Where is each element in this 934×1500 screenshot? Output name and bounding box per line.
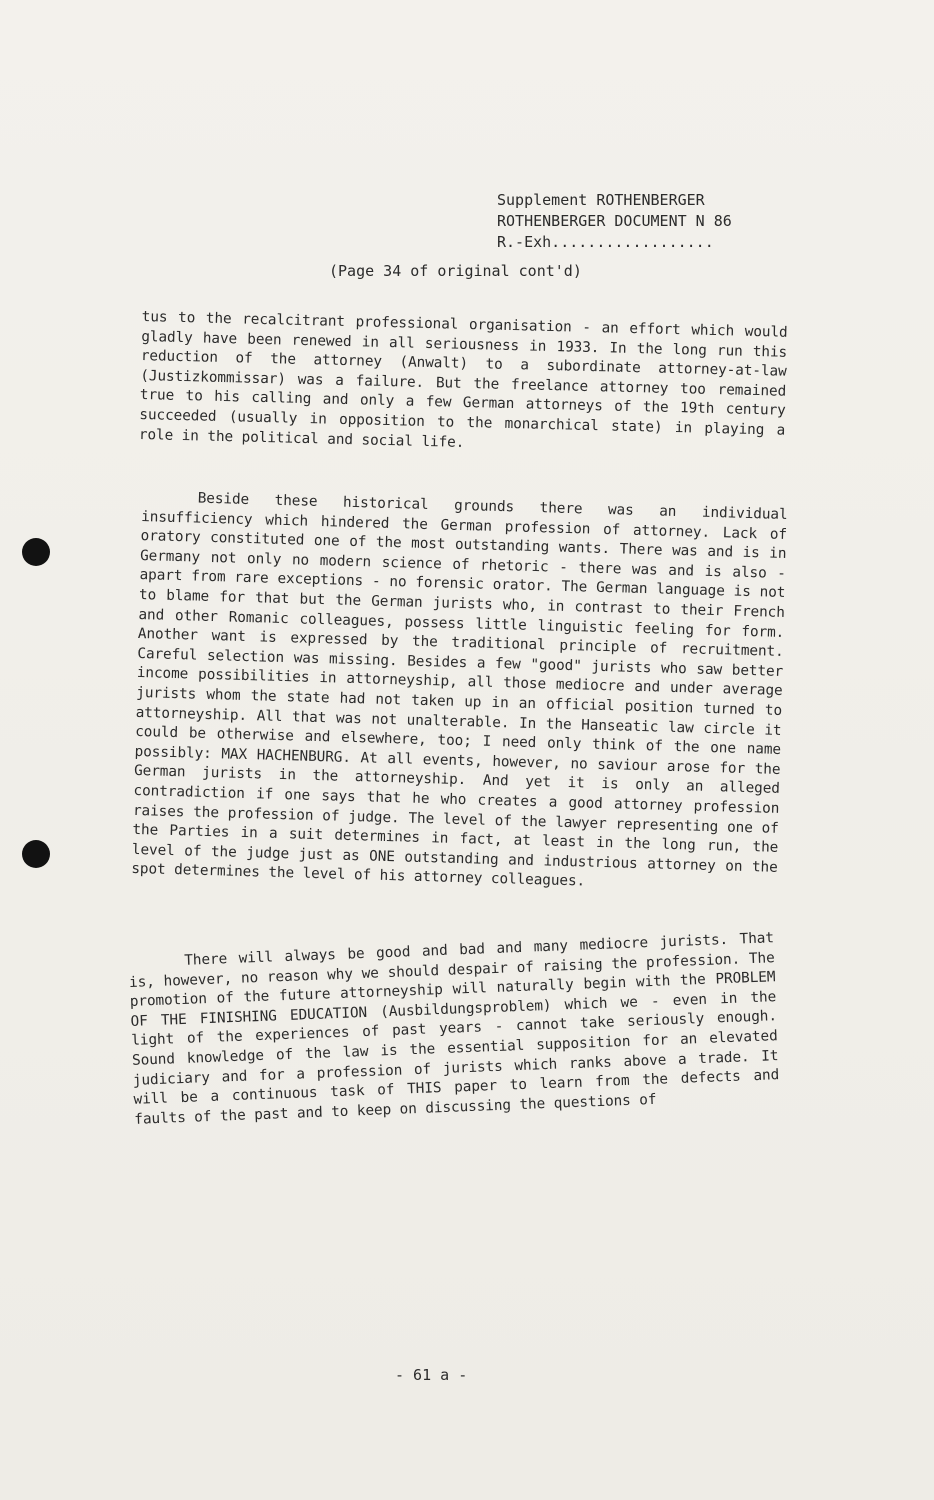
paragraph-2-text: Beside these historical grounds there was an individual insufficiency which hindered the German profession of attorney. Lack of oratory constituted one of the most outstanding wants. There was and is in Germany not only no modern science of rhetoric - there was and is also - apart from rare exceptions - no forensic orator. The German language is not to blame for that but the German jurists who, in contrast to their French and other Romanic colleagues, possess little linguistic feeling for form. Another want is expressed by the traditional principle of recruitment. Careful selection was missing. Besides a few "good" jurists who saw better income possibilities in attorneyship, all those mediocre and under average jurists whom the state had not taken up in an official position turned to attorneyship. All that was not unalterable. In the Hanseatic law circle it could be otherwise and elsewhere, too; I need only think of the one name possibly: MAX HACHENBURG. At all events, however, no saviour arose for the German jurists in the attorneyship. And yet it is only an alleged contradiction if one says that he who creates a good attorney profession raises the profession of judge. The level of the lawyer representing one of the Parties in a suit determines in fact, at least in the long run, the level of the judge just as ONE outstanding and industrious attorney on the spot determines the level of his attorney colleagues. [131, 490, 788, 890]
punch-hole-bottom [22, 840, 50, 868]
header-line-supplement: Supplement ROTHENBERGER [497, 191, 705, 209]
header-line-document-number: ROTHENBERGER DOCUMENT N 86 [497, 212, 732, 230]
original-page-reference: (Page 34 of original cont'd) [329, 262, 582, 280]
paragraph-indent [142, 501, 198, 503]
document-header [497, 190, 732, 253]
header-line-exhibit: R.-Exh.................. [497, 233, 714, 251]
punch-hole-top [22, 538, 50, 566]
paragraph-3 [128, 929, 780, 1130]
paragraph-indent [128, 965, 184, 967]
paragraph-1 [139, 308, 788, 461]
paragraph-1-text: tus to the recalcitrant professional organisation - an effort which would gladly have been renewed in all seriousness in 1933. In the long run this reduction of the attorney (Anwalt) to a subordinate attorney-at-law (Justizkommissar) was a failure. But the freelance attorney too remained true to his calling and only a few German attorneys of the 19th century succeeded (usually in opposition to the monarchical state) in playing a role in the political and social life. [138, 308, 788, 451]
paragraph-2 [131, 488, 788, 898]
page-number: - 61 a - [395, 1366, 468, 1384]
paragraph-3-text: There will always be good and bad and many mediocre jurists. That is, however, no reason why we should despair of raising the profession. The promotion of the future attorneyship will naturally begin with the PROBLEM OF THE FINISHING EDUCATION (Ausbildungsproblem) which we - even in the light of the experiences of past years - cannot take seriously enough. Sound knowledge of the law is the essential supposition for an elevated judiciary and for a profession of jurists which ranks above a trade. It will be a continuous task of THIS paper to learn from the defects and faults of the past and to keep on discussing the questions of [128, 930, 780, 1128]
